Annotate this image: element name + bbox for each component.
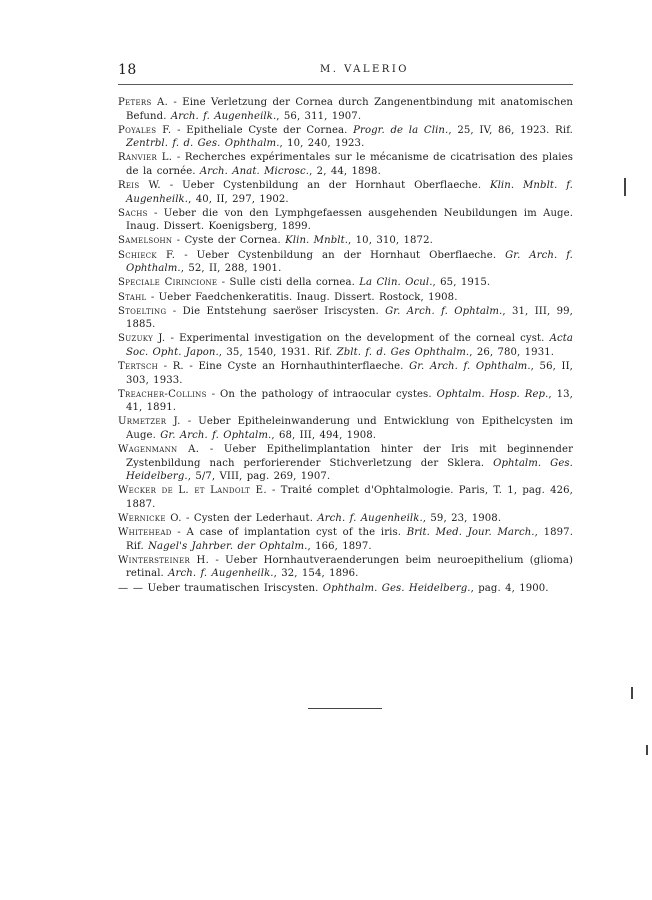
reference-citation: , 40, II, 297, 1902. bbox=[188, 193, 289, 205]
reference-entry bbox=[118, 276, 573, 290]
reference-citation: , 1897. Rif. bbox=[126, 527, 573, 552]
reference-text: - R. - Eine Cyste an Hornhauthinterflaeche. bbox=[158, 361, 410, 373]
reference-entry bbox=[118, 554, 573, 581]
reference-text: - Experimental investigation on the development of the corneal cyst. bbox=[165, 333, 550, 345]
reference-author: Poyales F. bbox=[118, 124, 172, 136]
reference-entry bbox=[118, 582, 573, 596]
reference-text: - Ueber Cystenbildung an der Hornhaut Oberflaeche. bbox=[160, 180, 490, 192]
reference-journal: Acta Soc. Opht. Japon. bbox=[126, 333, 573, 358]
reference-entry bbox=[118, 179, 573, 206]
reference-author: — — bbox=[118, 582, 144, 594]
reference-entry bbox=[118, 249, 573, 276]
reference-citation: , 32, 154, 1896. bbox=[273, 568, 359, 580]
reference-citation: , 13, 41, 1891. bbox=[126, 388, 573, 414]
reference-author: Stahl bbox=[118, 291, 147, 303]
reference-journal: La Clin. Ocul. bbox=[359, 277, 433, 289]
reference-text: - Ueber Cystenbildung an der Hornhaut Oberflaeche. bbox=[175, 249, 506, 261]
reference-citation: , 52, II, 288, 1901. bbox=[180, 263, 282, 275]
page-number: 18 bbox=[118, 62, 137, 78]
reference-citation: , 56, II, 303, 1933. bbox=[126, 361, 573, 386]
reference-journal: Gr. Arch. f. Ophthalm. bbox=[409, 361, 531, 373]
reference-journal: Gr. Arch. f. Ophtalm. bbox=[160, 429, 272, 441]
reference-entry bbox=[118, 360, 573, 387]
reference-citation: , 65, 1915. bbox=[432, 277, 491, 289]
reference-journal: Zblt. f. d. Ges Ophthalm. bbox=[336, 346, 470, 358]
reference-author: Tertsch bbox=[118, 361, 159, 373]
reference-citation: , pag. 4, 1900. bbox=[470, 582, 549, 594]
reference-author: Wecker de L. et Landolt E. bbox=[118, 485, 267, 497]
reference-author: Whitehead bbox=[118, 527, 172, 539]
reference-author: Suzuky J. bbox=[118, 333, 166, 345]
reference-text: - Traité complet d'Ophtalmologie. Paris, T. 1, pag. 426, 1887. bbox=[126, 485, 573, 510]
reference-text: - Die Entstehung saeröser Iriscysten. bbox=[166, 305, 386, 317]
reference-text: - Ueber Epitheleinwanderung und Entwicklung von Epithelcysten im Auge. bbox=[126, 416, 573, 441]
reference-author: Wernicke O. bbox=[118, 513, 182, 524]
reference-journal: Nagel's Jahrber. der Ophtalm. bbox=[148, 540, 308, 552]
reference-journal: Ophtalm. Hosp. Rep. bbox=[436, 388, 549, 400]
reference-entry bbox=[118, 526, 573, 553]
reference-text: - Cyste der Cornea. bbox=[172, 235, 286, 247]
reference-text: - Ueber Faedchenkeratitis. Inaug. Dissert. Rostock, 1908. bbox=[146, 291, 458, 303]
reference-text: - Cysten der Lederhaut. bbox=[181, 513, 318, 524]
end-rule bbox=[308, 708, 382, 709]
reference-text: - A case of implantation cyst of the iris. bbox=[171, 527, 407, 539]
reference-citation: , 26, 780, 1931. bbox=[469, 346, 555, 358]
reference-author: Ranvier L. bbox=[118, 152, 173, 164]
reference-entry bbox=[118, 388, 573, 415]
reference-entry bbox=[118, 151, 573, 178]
reference-text: - Sulle cisti della cornea. bbox=[217, 277, 360, 289]
reference-text: - Ueber Epithelimplantation hinter der Iris mit beginnender Zystenbildung nach perforierender Stichverletzung der Sklera. bbox=[126, 444, 573, 469]
reference-journal: Brit. Med. Jour. March. bbox=[406, 527, 535, 539]
header-rule bbox=[118, 84, 573, 85]
reference-author: Reis W. bbox=[118, 180, 161, 192]
reference-author: Speciale Cirincione bbox=[118, 277, 218, 289]
reference-citation: , 68, III, 494, 1908. bbox=[271, 429, 377, 441]
reference-author: Stoelting bbox=[118, 305, 167, 317]
reference-text: - Ueber Hornhautveraenderungen beim neuroepithelium (glioma) retinal. bbox=[126, 554, 573, 580]
reference-entry bbox=[118, 207, 573, 234]
reference-entry bbox=[118, 234, 573, 248]
reference-entry bbox=[118, 484, 573, 511]
reference-journal: Ophtalm. Ges. Heidelberg. bbox=[126, 457, 573, 483]
reference-author: Urmetzer J. bbox=[118, 416, 181, 428]
reference-journal: Gr. Arch. f. Ophthalm. bbox=[126, 249, 573, 275]
running-head: M. VALERIO bbox=[320, 64, 409, 75]
reference-author: Wintersteiner H. bbox=[118, 554, 210, 566]
reference-citation: , 2, 44, 1898. bbox=[309, 165, 381, 177]
reference-citation: , 5/7, VIII, pag. 269, 1907. bbox=[187, 471, 331, 483]
reference-list bbox=[118, 96, 573, 596]
reference-journal: Klin. Mnblt. f. Augenheilk. bbox=[126, 180, 573, 205]
scan-mark-right bbox=[646, 745, 648, 755]
reference-author: Sachs bbox=[118, 207, 148, 219]
reference-journal: Ophthalm. Ges. Heidelberg. bbox=[322, 582, 471, 594]
reference-entry bbox=[118, 443, 573, 484]
reference-entry bbox=[118, 124, 573, 151]
reference-entry bbox=[118, 305, 573, 332]
reference-citation: , 59, 23, 1908. bbox=[422, 513, 502, 524]
reference-text: - Eine Verletzung der Cornea durch Zangenentbindung mit anatomischen Befund. bbox=[126, 97, 573, 122]
reference-entry bbox=[118, 415, 573, 442]
reference-citation: , 166, 1897. bbox=[307, 540, 372, 552]
reference-author: Samelsohn bbox=[118, 235, 173, 247]
reference-text: - Recherches expérimentales sur le mécanisme de cicatrisation des plaies de la cornée. bbox=[126, 152, 573, 177]
reference-author: Peters A. bbox=[118, 97, 169, 108]
reference-entry bbox=[118, 512, 573, 526]
reference-journal: Zentrbl. f. d. Ges. Ophthalm. bbox=[126, 138, 280, 150]
reference-journal: Arch. f. Augenheilk. bbox=[168, 568, 274, 580]
reference-citation: , 10, 240, 1923. bbox=[279, 138, 365, 150]
reference-text: - Ueber die von den Lymphgefaessen ausgehenden Neubildungen im Auge. Inaug. Dissert. Koenigsberg, 1899. bbox=[126, 207, 573, 233]
reference-journal: Progr. de la Clin. bbox=[353, 124, 449, 136]
reference-journal: Arch. f. Augenheilk. bbox=[170, 110, 277, 122]
reference-journal: Gr. Arch. f. Ophtalm. bbox=[385, 305, 503, 317]
reference-entry bbox=[118, 96, 573, 123]
reference-citation: , 25, IV, 86, 1923. Rif. bbox=[448, 124, 573, 136]
reference-citation: , 56, 311, 1907. bbox=[276, 110, 362, 122]
reference-journal: Arch. Anat. Microsc. bbox=[199, 165, 310, 177]
reference-entry bbox=[118, 291, 573, 305]
reference-citation: , 35, 1540, 1931. Rif. bbox=[218, 346, 337, 358]
scan-mark-right bbox=[624, 178, 626, 196]
reference-text: - On the pathology of intraocular cystes. bbox=[206, 388, 437, 400]
scan-mark-right bbox=[631, 687, 633, 699]
reference-author: Treacher-Collins bbox=[118, 388, 207, 400]
reference-journal: Arch. f. Augenheilk. bbox=[317, 513, 423, 524]
reference-text: Ueber traumatischen Iriscysten. bbox=[143, 582, 323, 594]
reference-author: Schieck F. bbox=[118, 249, 176, 261]
reference-citation: , 31, III, 99, 1885. bbox=[126, 305, 573, 331]
reference-citation: , 10, 310, 1872. bbox=[348, 235, 433, 247]
reference-entry bbox=[118, 332, 573, 359]
reference-journal: Klin. Mnblt. bbox=[285, 235, 349, 247]
reference-text: - Epitheliale Cyste der Cornea. bbox=[171, 124, 354, 136]
reference-author: Wagenmann A. bbox=[118, 444, 200, 456]
